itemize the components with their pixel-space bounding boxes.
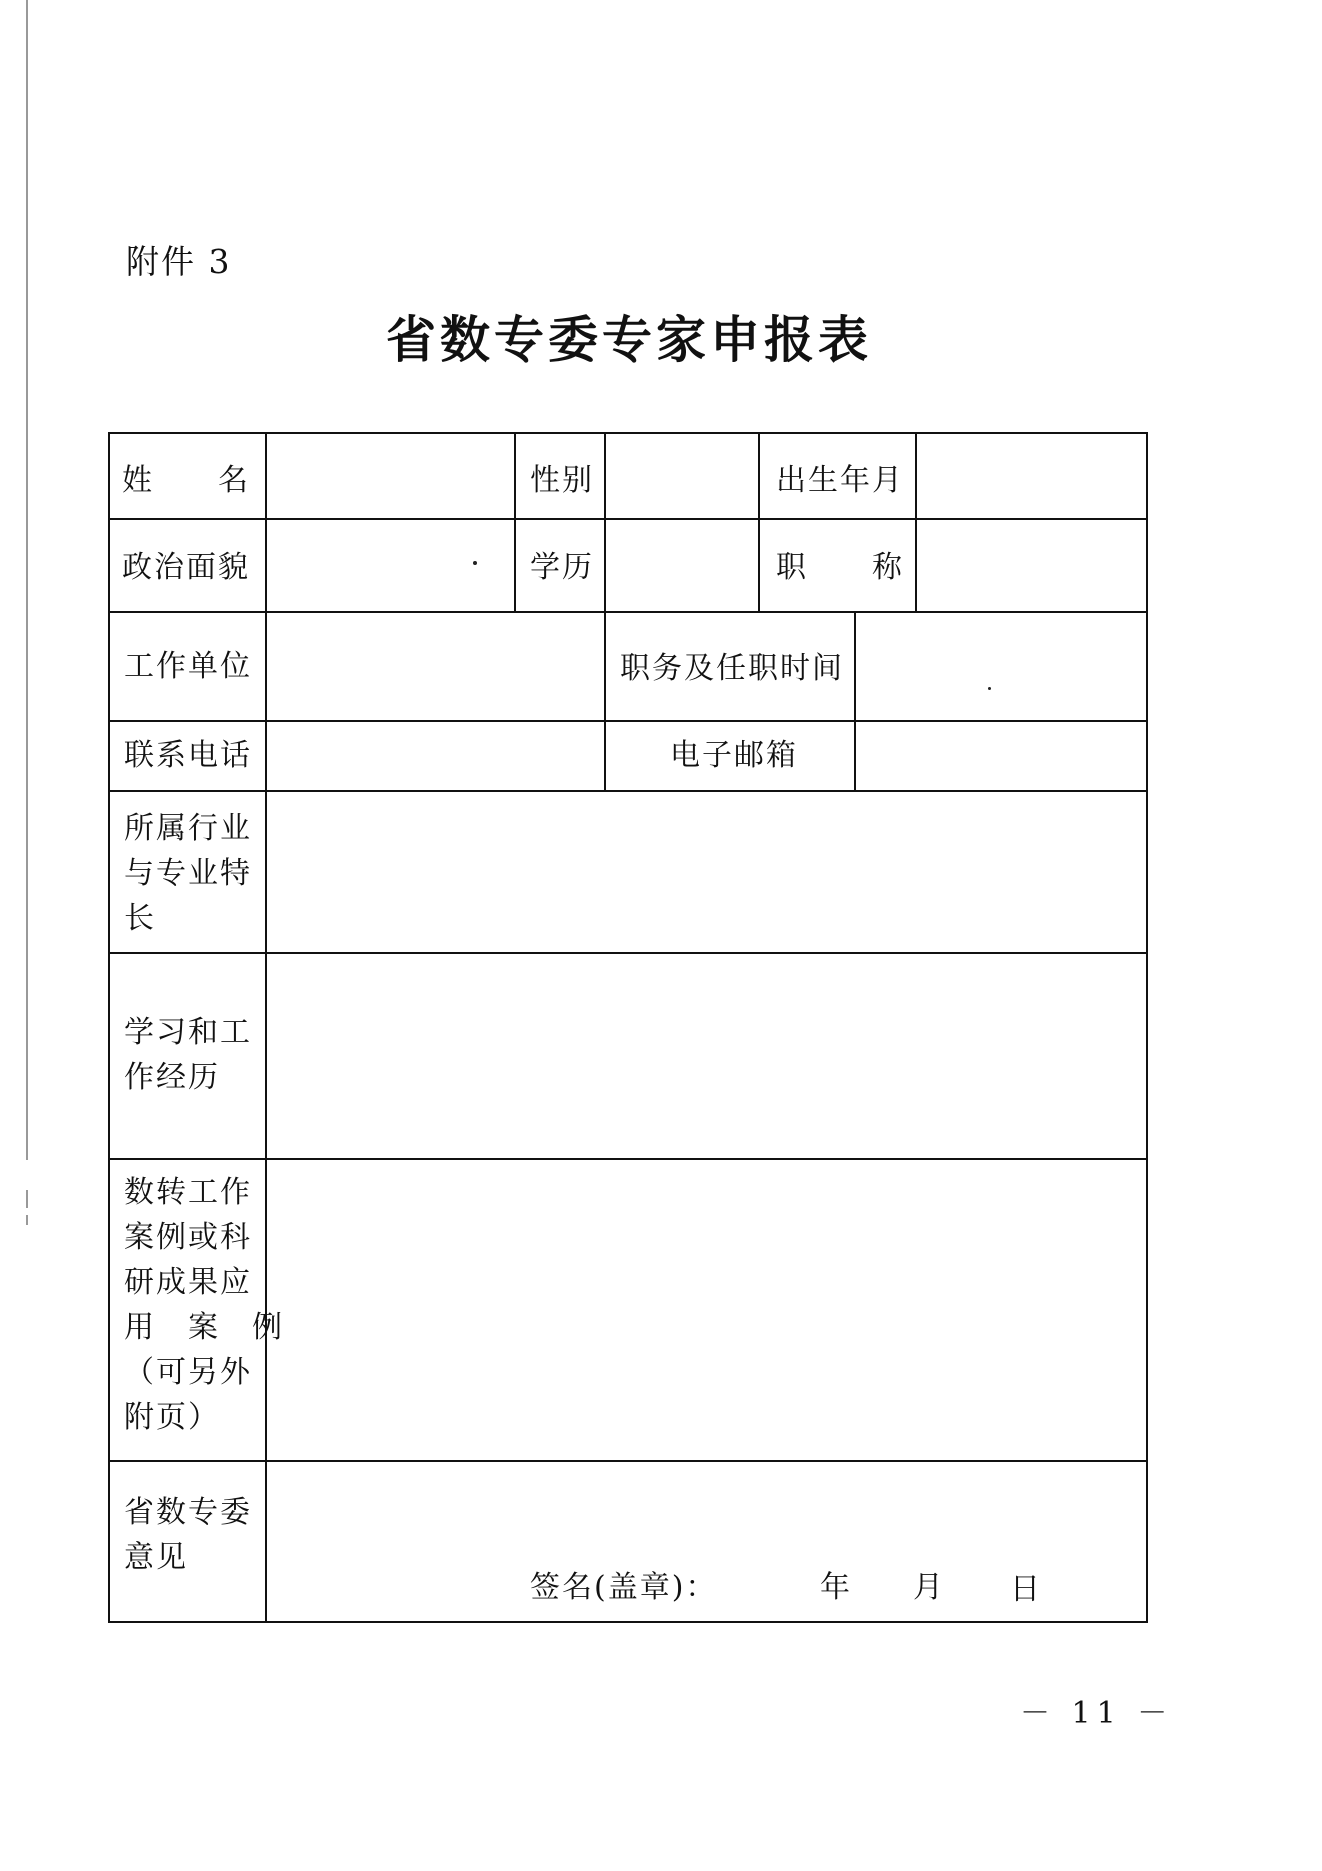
row-divider: [108, 720, 1148, 722]
label-education: 学历: [530, 550, 594, 585]
scan-speck: [473, 561, 477, 565]
col-divider: [854, 611, 856, 792]
label-gender: 性别: [530, 463, 594, 498]
signature-month: 月: [913, 1570, 945, 1605]
label-professional-title: 职 称: [776, 550, 904, 585]
study-work-history-field[interactable]: [268, 955, 1145, 1157]
birth-date-field[interactable]: [918, 435, 1145, 517]
label-study-work-history: 学习和工 作经历: [124, 1015, 252, 1095]
col-divider: [604, 432, 606, 612]
label-committee-opinion: 省数专委 意见: [124, 1495, 252, 1575]
label-birth-date: 出生年月: [776, 463, 904, 498]
professional-title-field[interactable]: [918, 521, 1145, 610]
row-divider: [108, 790, 1148, 792]
form-title: 省数专委专家申报表: [386, 310, 872, 369]
col-divider: [915, 432, 917, 612]
attachment-label: 附件 3: [126, 242, 232, 281]
page-number: － 11 －: [1020, 1696, 1174, 1731]
name-field[interactable]: [268, 435, 513, 517]
label-name: 姓 名: [122, 463, 250, 498]
col-divider: [604, 611, 606, 792]
col-divider: [514, 432, 516, 612]
position-tenure-field[interactable]: [857, 614, 1145, 719]
label-industry-specialty: 所属行业 与专业特 长: [124, 811, 252, 936]
employer-field[interactable]: [268, 614, 603, 719]
label-cases: 数转工作 案例或科 研成果应 用 案 例 （可另外 附页）: [124, 1175, 284, 1435]
signature-label: 签名(盖章)：: [530, 1570, 718, 1605]
col-divider: [758, 432, 760, 612]
gender-field[interactable]: [607, 435, 757, 517]
cases-field[interactable]: [268, 1161, 1145, 1459]
education-field[interactable]: [607, 521, 757, 610]
label-position-tenure: 职务及任职时间: [620, 651, 844, 686]
industry-specialty-field[interactable]: [268, 793, 1145, 951]
phone-field[interactable]: [268, 723, 603, 789]
label-employer: 工作单位: [124, 649, 252, 684]
signature-year: 年: [820, 1570, 852, 1605]
label-phone: 联系电话: [124, 738, 252, 773]
label-email: 电子邮箱: [670, 738, 798, 773]
label-political-status: 政治面貌: [122, 550, 250, 585]
email-field[interactable]: [857, 723, 1145, 789]
label-column-divider: [265, 432, 267, 1623]
row-divider: [108, 611, 1148, 613]
signature-day: 日: [1010, 1572, 1042, 1607]
row-divider: [108, 1158, 1148, 1160]
row-divider: [108, 952, 1148, 954]
table-border-top: [108, 432, 1148, 434]
row-divider: [108, 518, 1148, 520]
row-divider: [108, 1460, 1148, 1462]
scan-speck: [988, 687, 991, 690]
political-status-field[interactable]: [268, 521, 513, 610]
